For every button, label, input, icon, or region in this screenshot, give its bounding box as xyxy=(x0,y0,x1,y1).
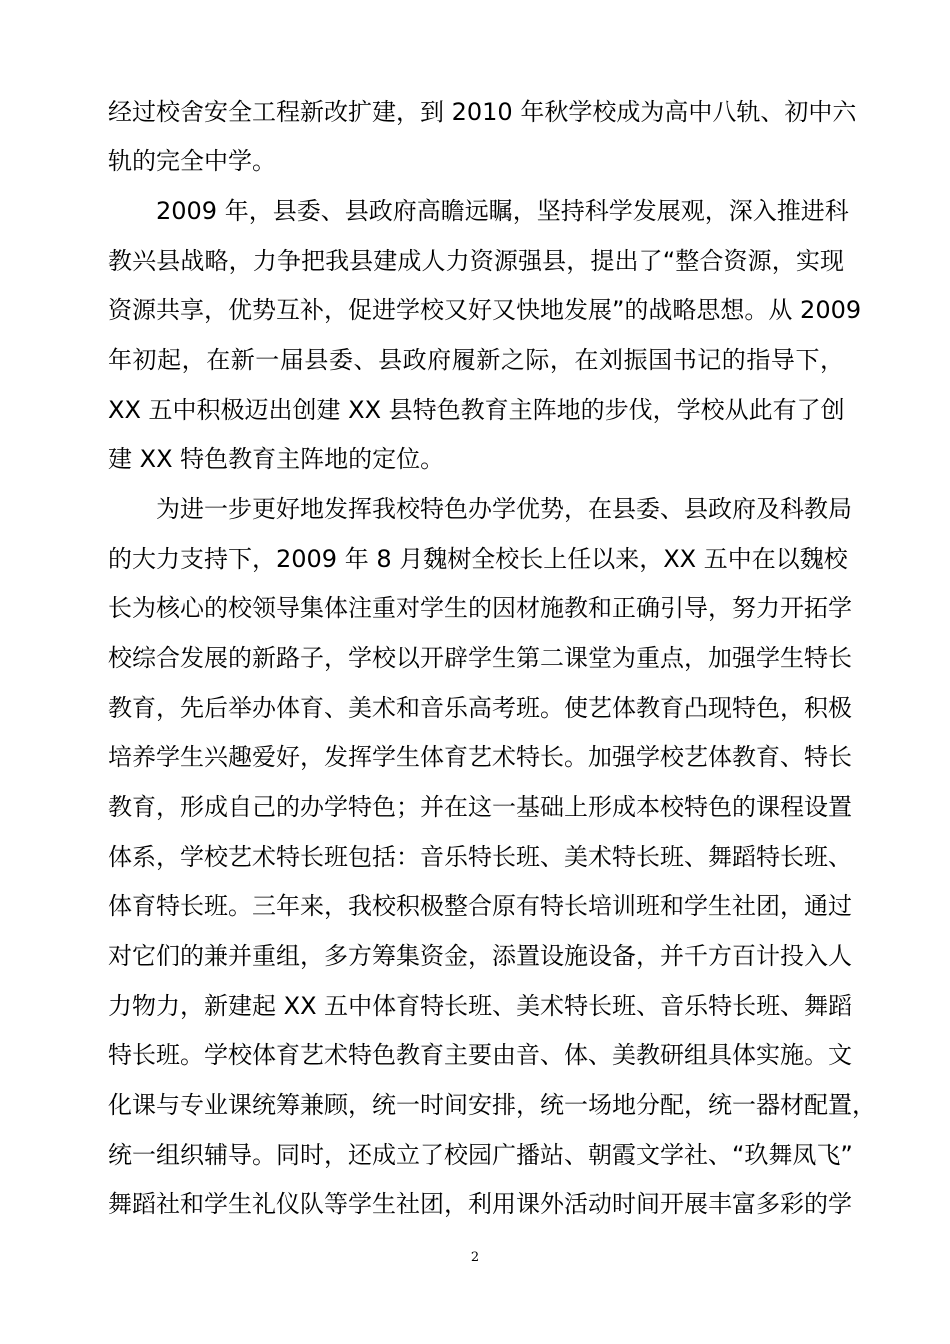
text-line: 舞蹈社和学生礼仪队等学生社团，利用课外活动时间开展丰富多彩的学 xyxy=(108,1190,852,1218)
text-line: 建 XX 特色教育主阵地的定位。 xyxy=(108,445,445,473)
text-line: 培养学生兴趣爱好，发挥学生体育艺术特长。加强学校艺体教育、特长 xyxy=(108,743,852,771)
text-line: 统一组织辅导。同时，还成立了校园广播站、朝霞文学社、“玖舞凤飞” xyxy=(108,1141,853,1169)
text-line: 对它们的兼并重组，多方筹集资金，添置设施设备，并千方百计投入人 xyxy=(108,942,852,970)
text-line: 教兴县战略，力争把我县建成人力资源强县，提出了“整合资源，实现 xyxy=(108,247,844,275)
text-line: 轨的完全中学。 xyxy=(108,147,276,175)
text-line: 年初起，在新一届县委、县政府履新之际，在刘振国书记的指导下， xyxy=(108,346,844,374)
text-line: 教育，先后举办体育、美术和音乐高考班。使艺体教育凸现特色，积极 xyxy=(108,694,852,722)
text-line: 力物力，新建起 XX 五中体育特长班、美术特长班、音乐特长班、舞蹈 xyxy=(108,992,853,1020)
text-line: 校综合发展的新路子，学校以开辟学生第二课堂为重点，加强学生特长 xyxy=(108,644,852,672)
text-line: 经过校舍安全工程新改扩建，到 2010 年秋学校成为高中八轨、初中六 xyxy=(108,98,857,126)
text-line: 为进一步更好地发挥我校特色办学优势，在县委、县政府及科教局 xyxy=(156,495,852,523)
text-line: 2009 年，县委、县政府高瞻远瞩，坚持科学发展观，深入推进科 xyxy=(156,197,849,225)
text-line: 体系，学校艺术特长班包括：音乐特长班、美术特长班、舞蹈特长班、 xyxy=(108,843,852,871)
text-line: 特长班。学校体育艺术特色教育主要由音、体、美教研组具体实施。文 xyxy=(108,1041,852,1069)
text-line: 化课与专业课统筹兼顾，统一时间安排，统一场地分配，统一器材配置， xyxy=(108,1091,876,1119)
text-line: 资源共享，优势互补，促进学校又好又快地发展”的战略思想。从 2009 xyxy=(108,296,862,324)
text-line: 教育，形成自己的办学特色；并在这一基础上形成本校特色的课程设置 xyxy=(108,793,852,821)
text-line: XX 五中积极迈出创建 XX 县特色教育主阵地的步伐，学校从此有了创 xyxy=(108,396,845,424)
text-line: 的大力支持下，2009 年 8 月魏树全校长上任以来，XX 五中在以魏校 xyxy=(108,545,848,573)
text-line: 长为核心的校领导集体注重对学生的因材施教和正确引导，努力开拓学 xyxy=(108,594,852,622)
text-line: 体育特长班。三年来，我校积极整合原有特长培训班和学生社团，通过 xyxy=(108,892,852,920)
page-number: 2 xyxy=(470,1250,480,1265)
